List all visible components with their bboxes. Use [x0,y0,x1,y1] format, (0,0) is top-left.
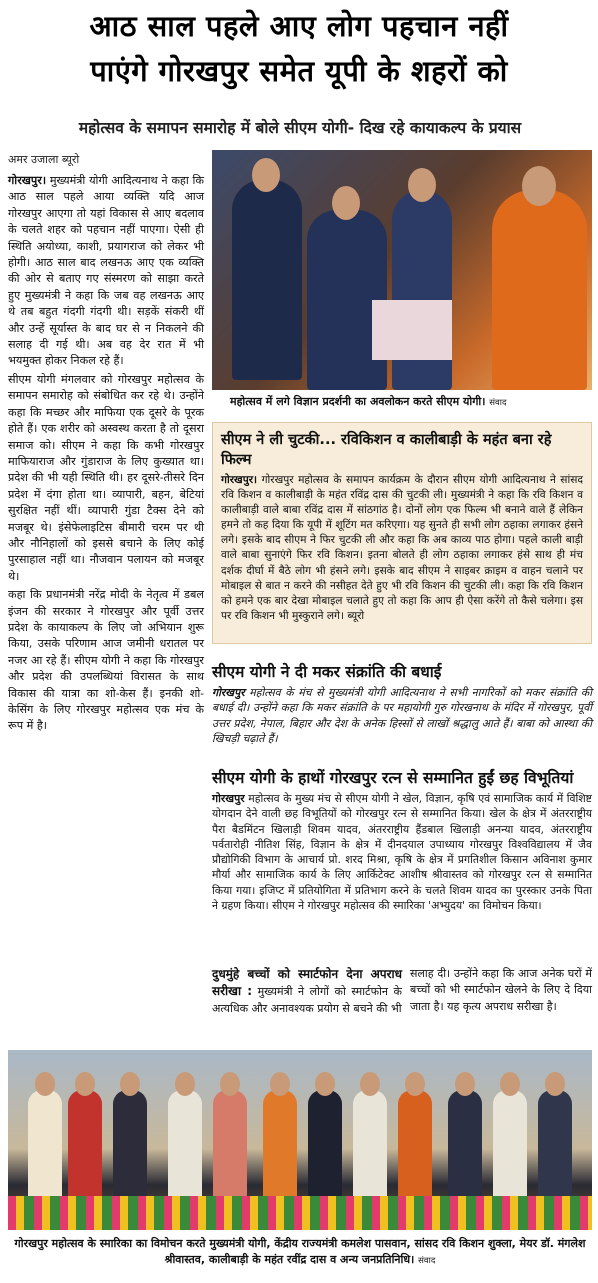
photo-person [493,1090,527,1210]
photo-exhibit-box [372,300,452,360]
photo-person [263,1090,297,1210]
photo-person-head [75,1072,95,1096]
smartphone-story-text-1: मुख्यमंत्री ने लोगों को स्मार्टफोन के अत्यधिक और अनावश्यक प्रयोग से बचने की भी [212,985,402,1015]
smartphone-story-col-2: सलाह दी। उन्होंने कहा कि आज अनेक घरों में बच्चों को भी स्मार्टफोन खेलने के लिए दे दिया जाता है। यह कृत्य अपराध सरीखा है। [410,967,592,1013]
film-box-source: ब्यूरो [347,609,365,622]
bottom-photo [8,1050,592,1230]
headline-line-2: पाएंगे गोरखपुर समेत यूपी के शहरों को [90,54,508,88]
makar-section-title: सीएम योगी ने दी मकर संक्रांति की बधाई [212,663,442,681]
film-box-dateline: गोरखपुर। [221,474,258,486]
ratna-section-title: सीएम योगी के हाथों गोरखपुर रत्न से सम्मानित हुईं छह विभूतियां [212,769,574,787]
photo-person-head [315,1072,335,1096]
headline-line-1: आठ साल पहले आए लोग पहचान नहीं [89,9,509,43]
bottom-photo-source: संवाद [418,1256,436,1266]
photo-figure [232,180,302,380]
photo-figure [392,190,452,390]
subheadline: महोत्सव के समापन समारोह में बोले सीएम योगी- दिख रहे कायाकल्प के प्रयास [78,119,522,137]
photo-person [168,1090,202,1210]
photo-figure-head [252,158,280,192]
top-photo-source: संवाद [489,398,507,408]
photo-figure-head [408,168,436,202]
makar-section [212,660,592,746]
photo-figure [492,190,587,390]
photo-person [308,1090,342,1210]
bottom-photo-caption-text: गोरखपुर महोत्सव के स्मारिका का विमोचन करते मुख्यमंत्री योगी, केंद्रीय राज्यमंत्री कमलेश पासवान, सांसद रवि किशन शुक्ला, मेयर डॉ. मंगलेश श्रीवास्तव, कालीबाड़ी के महंत रवींद्र दास व अन्य जनप्रतिनिधि। [14,1237,586,1266]
main-story-paragraph-3: कहा कि प्रधानमंत्री नरेंद्र मोदी के नेतृत्व में डबल इंजन की सरकार ने गोरखपुर और पूर्वी उत्तर प्रदेश के कायाकल्प के लिए जो अभियान शुरू किया, उसके परिणाम आज जमीनी धरातल पर नजर आ रहे हैं। सीएम योगी ने कहा कि गोरखपुर और प्रदेश की उपलब्धियां विरासत के साथ विकास की यात्रा का शो-केस हैं। इनकी शो-केसिंग के लिए गोरखपुर महोत्सव एक मंच के रूप में है। [8,588,204,733]
photo-person-head [500,1072,520,1096]
photo-person [28,1090,62,1210]
photo-person [213,1090,247,1210]
photo-person-head [545,1072,565,1096]
photo-person-head [220,1072,240,1096]
top-photo [212,150,592,390]
photo-figure-head [522,166,556,206]
photo-person-head [360,1072,380,1096]
ratna-text: महोत्सव के मुख्य मंच से सीएम योगी ने खेल, विज्ञान, कृषि एवं सामाजिक कार्य में विशिष्ट योगदान देने वाली छह विभूतियों को गोरखपुर रत्न से सम्मानित किया। खेल के क्षेत्र में अंतरराष्ट्रीय पैरा बैडमिंटन खिलाड़ी शिवम यादव, अंतरराष्ट्रीय हैंडबाल खिलाड़ी अनन्या यादव, अंतरराष्ट्रीय पर्वतारोही नीतिश सिंह, विज्ञान के क्षेत्र में दीनदयाल उपाध्याय गोरखपुर विश्वविद्यालय में जैव प्रौद्योगिकी विभाग के आचार्य प्रो. शरद मिश्रा, कृषि के क्षेत्र में प्रगतिशील किसान अविनाश कुमार मौर्या और सामाजिक कार्य के लिए आर्किटेक्ट आशीष श्रीवास्तव को गोरखपुर रत्न से सम्मानित किया गया। इजिप्ट में प्रतियोगिता में प्रतिभाग करने के चलते शिवम यादव का पुरस्कार उनके पिता ने ग्रहण किया। सीएम ने गोरखपुर महोत्सव की स्मारिका 'अभ्युदय' का विमोचन किया। [212,792,592,913]
photo-person [353,1090,387,1210]
headline [6,4,592,94]
main-story-paragraph-1 [8,172,204,370]
photo-person [538,1090,572,1210]
ratna-dateline: गोरखपुर [212,792,245,805]
makar-dateline: गोरखपुर [212,686,245,699]
photo-person [398,1090,432,1210]
film-sidebar-box [212,422,592,644]
makar-section-body [212,685,592,746]
ratna-section [212,766,592,913]
top-photo-caption-text: महोत्सव में लगे विज्ञान प्रदर्शनी का अवलोकन करते सीएम योगी। [230,395,486,408]
smartphone-story-col-1 [212,966,402,1017]
photo-person-head [455,1072,475,1096]
photo-figure-head [332,186,360,220]
bottom-photo-caption [8,1236,592,1269]
photo-person-head [120,1072,140,1096]
film-box-text: गोरखपुर महोत्सव के समापन कार्यक्रम के दौरान सीएम योगी आदित्यनाथ ने सांसद रवि किशन व कालीबाड़ी के महंत रविंद्र दास की चुटकी ली। मुख्यमंत्री ने कहा कि रवि किशन व कालीबाड़ी वाले बाबा रविंद्र दास में सांठगांठ है। दोनों लोग एक फिल्म भी बनाने वाले हैं लेकिन हमने तो कह दिया कि यूपी में शूटिंग मत करिएगा। यह सुनते ही सभी लोग ठहाका लगाकर हंसने लगे। इसके बाद सीएम ने फिर चुटकी ली और कहा कि अब काव्य पाठ होगा। पहले काली बाड़ी वाले बाबा सुनाएंगे फिर रवि किशन। इतना बोलते ही लोग ठहाका लगाकर हंसे साथ ही मंच दर्शक दीर्घा में बैठे लोग भी हंसने लगे। इसके बाद सीएम ने साइबर क्राइम व वाहन चलाने पर मोबाइल से बात न करने की नसीहत देते हुए भी रवि किशन की चुटकी ली। कहा कि रवि किशन को हमने एक बार देखा मोबाइल चलाते हुए तो कहा कि आप ही ऐसा करेंगे तो कैसे चलेगा। इस पर रवि किशन भी मुस्कुराने लगे। [221,474,583,622]
smartphone-story-lead: दुधमुंहे बच्चों को स्मार्टफोन देना अपराध सरीखा : [212,967,402,999]
photo-person [68,1090,102,1210]
photo-person-head [405,1072,425,1096]
main-story-dateline: गोरखपुर। [8,173,47,187]
film-box-body [221,473,583,624]
photo-person-head [175,1072,195,1096]
byline: अमर उजाला ब्यूरो [8,153,80,166]
main-story-text-1: मुख्यमंत्री योगी आदित्यनाथ ने कहा कि आठ साल पहले आया व्यक्ति यदि आज गोरखपुर आएगा तो यहां विकास से आए बदलाव के चलते शहर को पहचान नहीं पाएगा। ऐसी ही स्थिति अयोध्या, काशी, प्रयागराज को लेकर भी होगी। आठ साल बाद लखनऊ आए एक व्यक्ति की ओर से बताए गए संस्मरण को साझा करते हुए मुख्यमंत्री ने कहा कि जब वह लखनऊ आए थे तब बहुत गंदगी गंदगी थी। सड़कें संकरी थीं और उन्हें सूर्यास्त के बाद घर से न निकलने की सलाह दी गई थी। अब वह देर रात में भी भयमुक्त होकर निकल रहे हैं। [8,174,204,368]
main-story-paragraph-2: सीएम योगी मंगलवार को गोरखपुर महोत्सव के समापन समारोह को संबोधित कर रहे थे। उन्होंने कहा कि मच्छर और माफिया एक दूसरे के पूरक होते हैं। एक शरीर को अस्वस्थ करता है तो दूसरा समाज को। सीएम ने कहा कि कभी गोरखपुर माफियाराज और गुंडाराज के लिए कुख्यात था। प्रदेश की भी यही स्थिति थी। हर दूसरे-तीसरे दिन प्रदेश में दंगा होता था। व्यापारी, बहन, बेटियां सुरक्षित नहीं थीं। व्यापारी गुंडा टैक्स देने को मजबूर थे। इंसेफेलाइटिस बीमारी चरम पर थी और नौनिहालों को इससे बचाने के लिए कोई पुरसाहाल नहीं था। नौजवान पलायन को मजबूर थे। [8,372,204,583]
ratna-section-body [212,791,592,913]
main-story [8,172,204,737]
photo-person [448,1090,482,1210]
top-photo-caption [212,394,592,409]
photo-person [113,1090,147,1210]
photo-person-head [35,1072,55,1096]
photo-flower-bed [8,1196,592,1230]
photo-person-head [270,1072,290,1096]
makar-text: महोत्सव के मंच से मुख्यमंत्री योगी आदित्यनाथ ने सभी नागरिकों को मकर संक्रांति की बधाई दी। उन्होंने कहा कि मकर संक्रांति के पर महायोगी गुरु गोरखनाथ के मंदिर में गोरखपुर, पूर्वी उत्तर प्रदेश, नेपाल, बिहार और देश के अनेक हिस्सों से लाखों श्रद्धालु आते हैं। बाबा को आस्था की खिचड़ी चढ़ाते हैं। [212,686,592,745]
film-box-title: सीएम ने ली चुटकी... रविकिशन व कालीबाड़ी के महंत बना रहे फिल्म [221,432,552,468]
